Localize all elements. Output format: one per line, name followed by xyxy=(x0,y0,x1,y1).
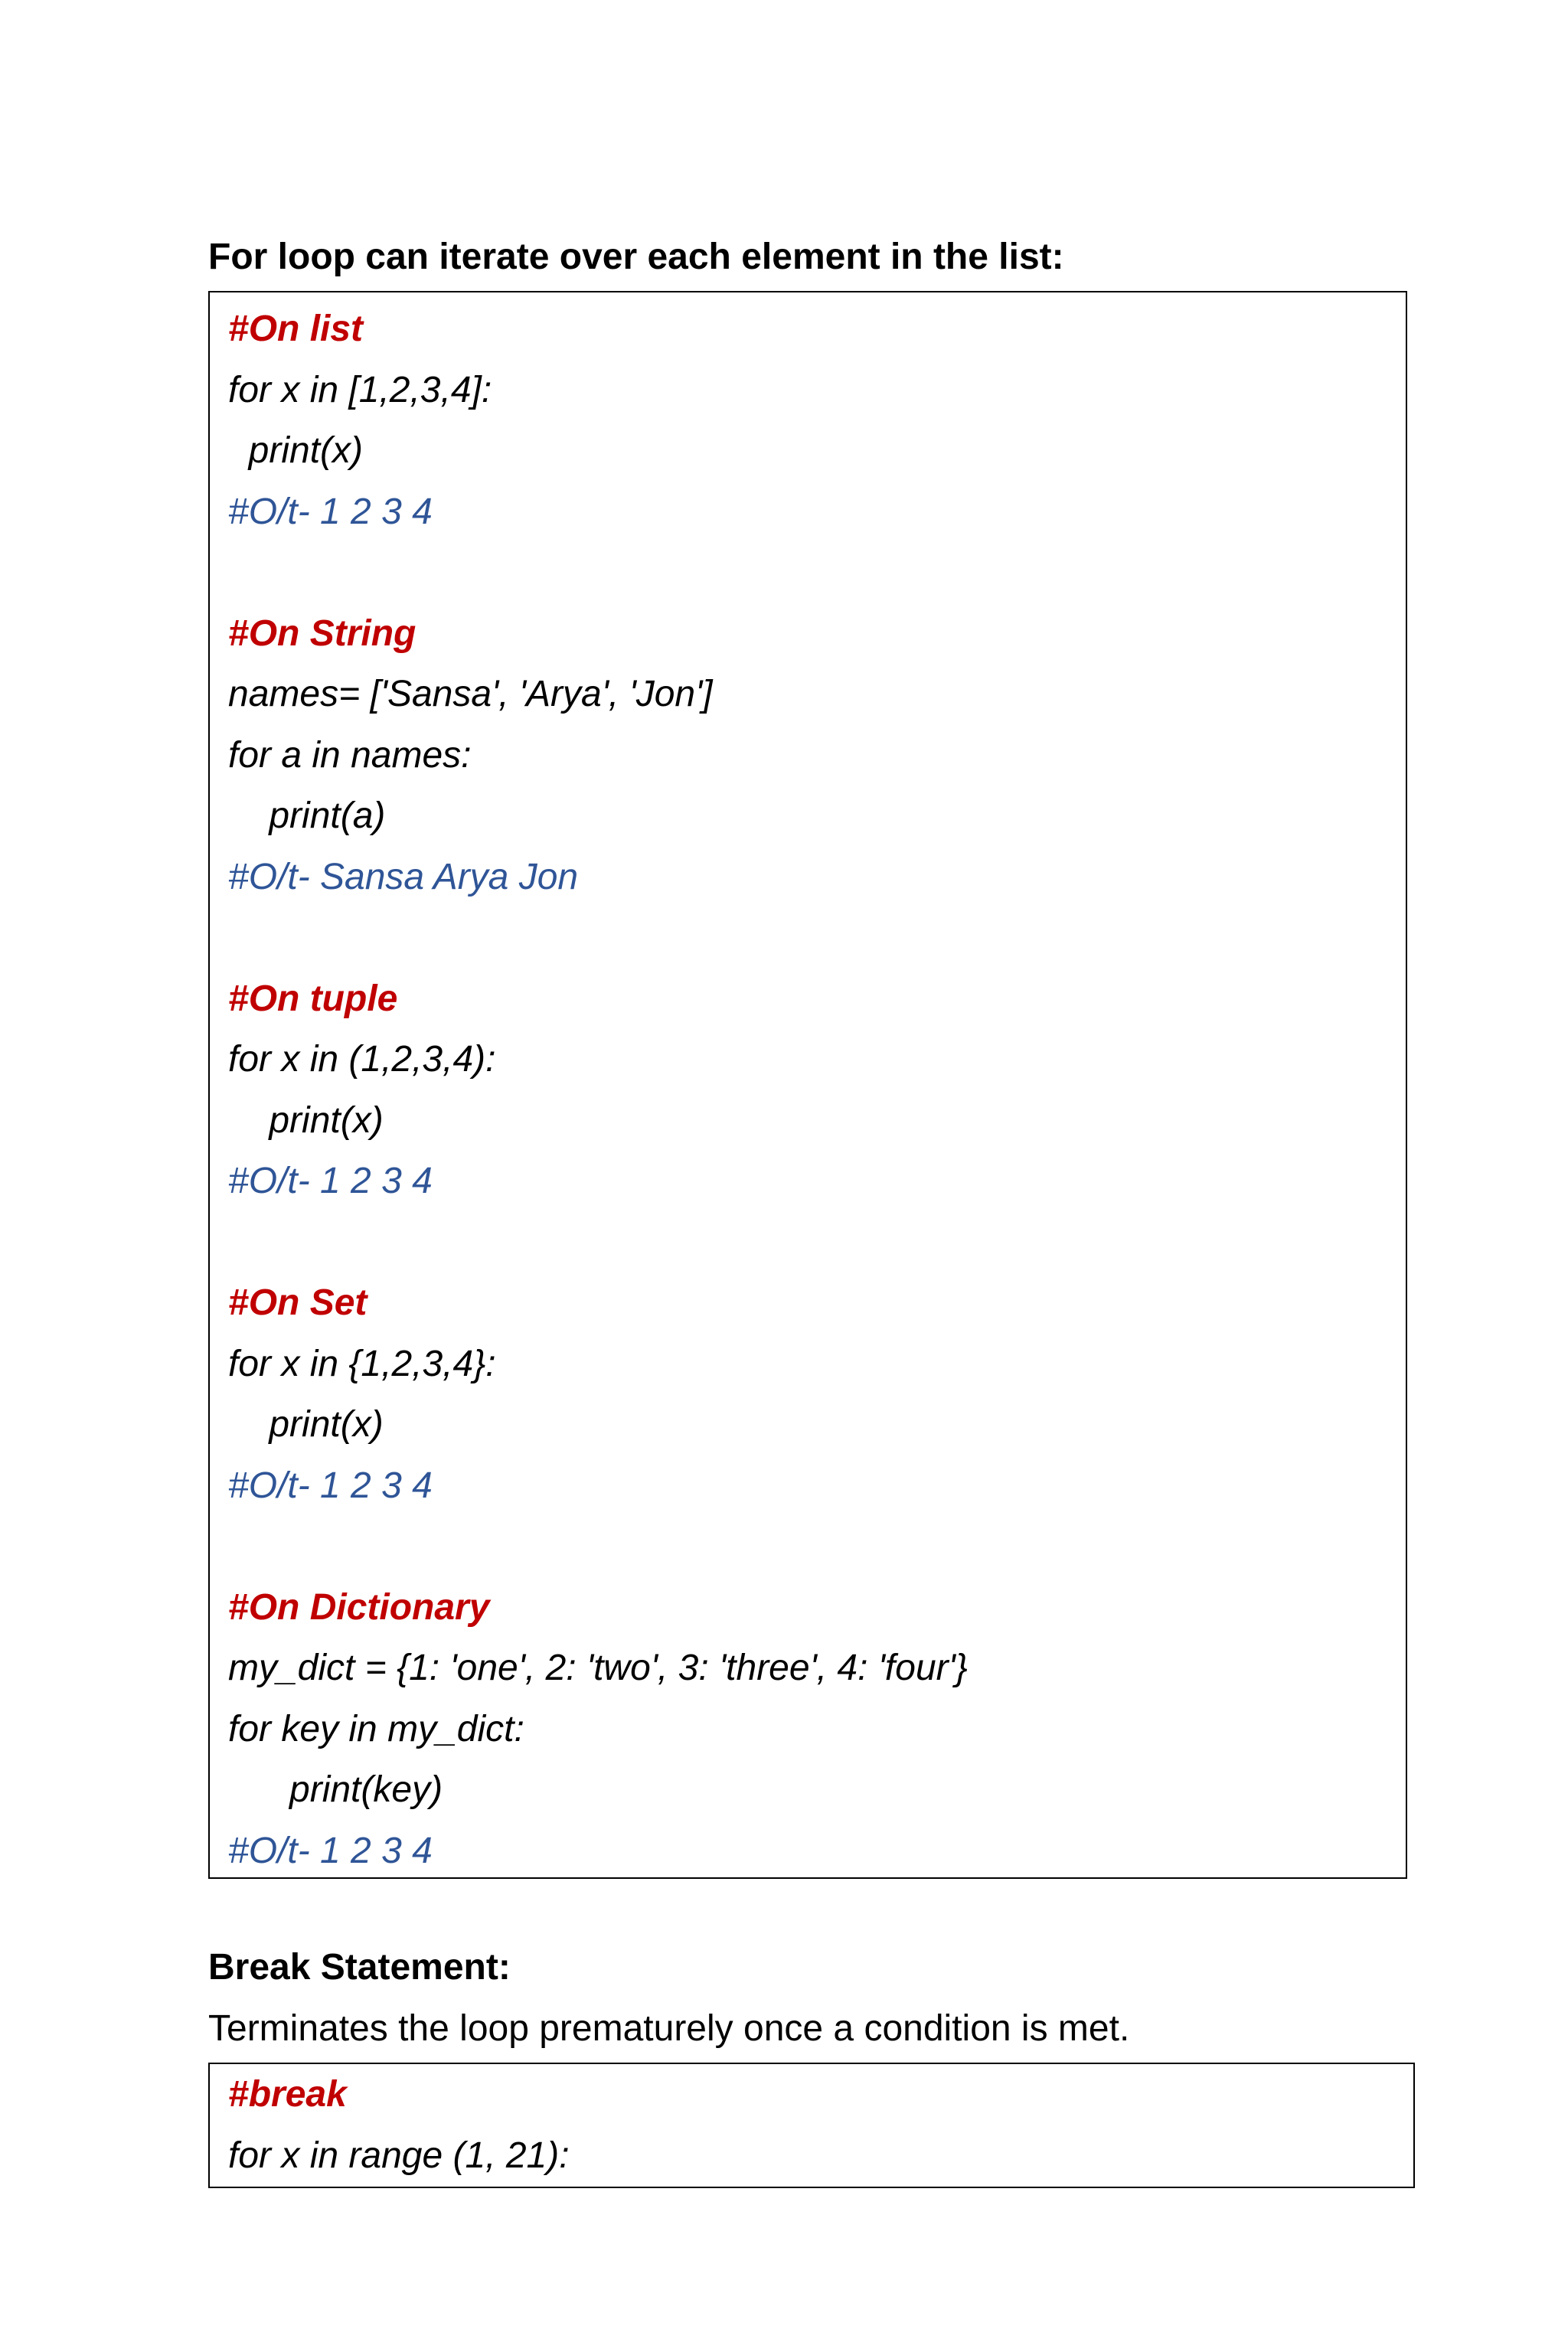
code-output: #O/t- 1 2 3 4 xyxy=(228,1830,433,1871)
break-description: Terminates the loop prematurely once a condition is met. xyxy=(208,2008,1130,2049)
code-line: print(a) xyxy=(228,795,386,836)
code-line: for key in my_dict: xyxy=(228,1708,524,1749)
code-comment-break: #break xyxy=(228,2074,347,2115)
code-line: for x in (1,2,3,4): xyxy=(228,1039,496,1080)
code-output: #O/t- 1 2 3 4 xyxy=(228,491,433,532)
code-line: for a in names: xyxy=(228,734,472,776)
section-heading-break: Break Statement: xyxy=(208,1947,511,1988)
code-line: for x in [1,2,3,4]: xyxy=(228,369,492,410)
code-box-for-loop xyxy=(208,291,1407,1879)
code-box-break xyxy=(208,2063,1415,2188)
code-comment-on-list: #On list xyxy=(228,309,364,349)
code-line: print(key) xyxy=(228,1769,443,1810)
code-line: names= ['Sansa', 'Arya', 'Jon'] xyxy=(228,674,713,714)
code-comment-on-string: #On String xyxy=(228,612,416,654)
code-comment-on-tuple: #On tuple xyxy=(228,978,398,1019)
code-output: #O/t- 1 2 3 4 xyxy=(228,1465,433,1506)
code-line: print(x) xyxy=(228,430,364,471)
code-comment-on-set: #On Set xyxy=(228,1282,368,1323)
code-output: #O/t- 1 2 3 4 xyxy=(228,1161,433,1201)
code-line: print(x) xyxy=(228,1404,384,1445)
code-line: for x in {1,2,3,4}: xyxy=(228,1343,496,1384)
code-line: print(x) xyxy=(228,1099,384,1141)
code-output: #O/t- Sansa Arya Jon xyxy=(228,856,579,897)
section-heading-for-loop: For loop can iterate over each element in the list: xyxy=(208,237,1064,277)
code-line: my_dict = {1: 'one', 2: 'two', 3: 'three', 4: 'four'} xyxy=(228,1648,968,1688)
code-comment-on-dictionary: #On Dictionary xyxy=(228,1586,490,1628)
code-line: for x in range (1, 21): xyxy=(228,2135,570,2176)
